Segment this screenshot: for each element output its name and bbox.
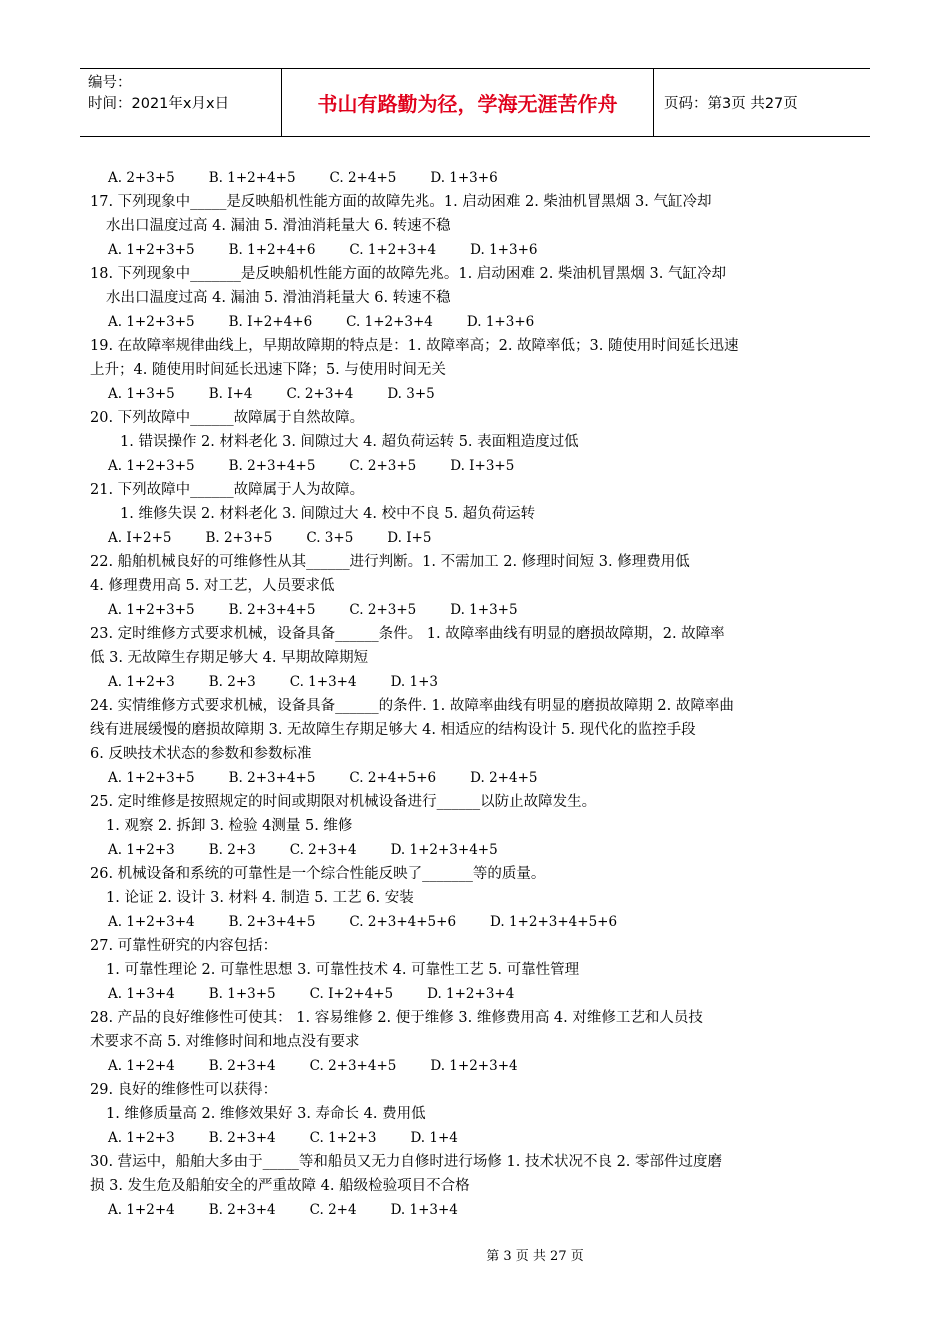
question-line-continued: 水出口温度过高 4. 漏油 5. 滑油消耗量大 6. 转速不稳 bbox=[106, 290, 451, 306]
answer-option: C. 2+3+5 bbox=[349, 458, 417, 474]
answer-option: C. 2+3+5 bbox=[349, 602, 417, 618]
answer-option: B. 1+2+4+6 bbox=[228, 242, 316, 258]
answer-option: D. 1+2+3+4+5 bbox=[390, 842, 498, 858]
question-line: 线有进展缓慢的磨损故障期 3. 无故障生存期足够大 4. 相适应的结构设计 5. 现代化的监控手段 bbox=[90, 722, 696, 738]
answer-options bbox=[90, 238, 865, 262]
time-label: 时间：2021年x月x日 bbox=[88, 96, 230, 112]
question-line: 30. 营运中，船舶大多由于_____等和船员又无力自修时进行场修 1. 技术状况不良 2. 零部件过度磨 bbox=[90, 1154, 723, 1170]
answer-option: C. 2+3+4+5 bbox=[309, 1058, 397, 1074]
question-line: 4. 修理费用高 5. 对工艺，人员要求低 bbox=[90, 578, 335, 594]
answer-option: C. 3+5 bbox=[306, 530, 354, 546]
answer-option: D. 1+4 bbox=[410, 1130, 458, 1146]
question-line: 25. 定时维修是按照规定的时间或期限对机械设备进行______以防止故障发生。 bbox=[90, 794, 597, 810]
answer-options bbox=[90, 1054, 865, 1078]
answer-option: A. 1+2+3+5 bbox=[108, 770, 195, 786]
answer-option: B. 2+3+4 bbox=[208, 1058, 276, 1074]
page-footer: 第 3 页 共 27 页 bbox=[486, 1249, 584, 1264]
answer-option: D. 1+2+3+4+5+6 bbox=[490, 914, 618, 930]
answer-option: C. 2+3+4 bbox=[289, 842, 357, 858]
question-line: 20. 下列故障中______故障属于自然故障。 bbox=[90, 410, 365, 426]
answer-options bbox=[90, 598, 865, 622]
answer-option: A. 1+2+3+5 bbox=[108, 314, 195, 330]
answer-option: B. 2+3+5 bbox=[205, 530, 273, 546]
question-line: 26. 机械设备和系统的可靠性是一个综合性能反映了_______等的质量。 bbox=[90, 866, 546, 882]
answer-option: C. 2+4+5 bbox=[329, 170, 397, 186]
question-line-continued: 水出口温度过高 4. 漏油 5. 滑油消耗量大 6. 转速不稳 bbox=[106, 218, 451, 234]
answer-options bbox=[90, 766, 865, 790]
question-line-continued: 1. 错误操作 2. 材料老化 3. 间隙过大 4. 超负荷运转 5. 表面粗造度过低 bbox=[120, 434, 579, 450]
answer-option: A. 1+3+4 bbox=[108, 986, 175, 1002]
answer-options bbox=[90, 910, 865, 934]
answer-option: A. I+2+5 bbox=[108, 530, 172, 546]
answer-option: D. 1+3 bbox=[390, 674, 438, 690]
answer-option: A. 1+2+4 bbox=[108, 1202, 175, 1218]
answer-options bbox=[90, 166, 865, 190]
answer-options bbox=[90, 382, 865, 406]
answer-option: D. I+5 bbox=[387, 530, 432, 546]
question-line: 21. 下列故障中______故障属于人为故障。 bbox=[90, 482, 365, 498]
question-line: 术要求不高 5. 对维修时间和地点没有要求 bbox=[90, 1034, 360, 1050]
answer-option: C. 1+2+3+4 bbox=[346, 314, 433, 330]
answer-option: B. I+4 bbox=[208, 386, 253, 402]
question-line-continued: 1. 论证 2. 设计 3. 材料 4. 制造 5. 工艺 6. 安装 bbox=[106, 890, 414, 906]
answer-options bbox=[90, 526, 865, 550]
answer-options bbox=[90, 982, 865, 1006]
answer-option: A. 1+2+3 bbox=[108, 1130, 175, 1146]
answer-options bbox=[90, 838, 865, 862]
answer-options bbox=[90, 1126, 865, 1150]
answer-option: B. 2+3+4+5 bbox=[228, 602, 316, 618]
question-line: 22. 船舶机械良好的可维修性从其______进行判断。1. 不需加工 2. 修理时间短 3. 修理费用低 bbox=[90, 554, 690, 570]
motto: 书山有路勤为径，学海无涯苦作舟 bbox=[282, 69, 654, 136]
answer-option: D. 1+3+4 bbox=[390, 1202, 458, 1218]
answer-option: C. I+2+4+5 bbox=[309, 986, 394, 1002]
answer-option: B. 2+3 bbox=[208, 674, 256, 690]
answer-option: C. 2+4+5+6 bbox=[349, 770, 437, 786]
answer-option: A. 1+2+3+5 bbox=[108, 242, 195, 258]
question-line: 损 3. 发生危及船舶安全的严重故障 4. 船级检验项目不合格 bbox=[90, 1178, 470, 1194]
answer-option: A. 1+3+5 bbox=[108, 386, 175, 402]
answer-option: D. 3+5 bbox=[387, 386, 435, 402]
answer-option: C. 1+2+3 bbox=[309, 1130, 377, 1146]
question-line-continued: 1. 维修失误 2. 材料老化 3. 间隙过大 4. 校中不良 5. 超负荷运转 bbox=[120, 506, 536, 522]
answer-option: D. 1+3+6 bbox=[430, 170, 498, 186]
question-line: 29. 良好的维修性可以获得： bbox=[90, 1082, 278, 1098]
answer-option: D. 1+3+6 bbox=[470, 242, 538, 258]
answer-options bbox=[90, 310, 865, 334]
answer-option: C. 1+3+4 bbox=[289, 674, 357, 690]
question-line: 18. 下列现象中_______是反映船机性能方面的故障先兆。1. 启动困难 2. 柴油机冒黑烟 3. 气缸冷却 bbox=[90, 266, 726, 282]
question-line: 28. 产品的良好维修性可使其： 1. 容易维修 2. 便于维修 3. 维修费用高 4. 对维修工艺和人员技 bbox=[90, 1010, 703, 1026]
answer-option: B. 1+3+5 bbox=[208, 986, 276, 1002]
question-line-continued: 1. 维修质量高 2. 维修效果好 3. 寿命长 4. 费用低 bbox=[106, 1106, 426, 1122]
question-line: 23. 定时维修方式要求机械，设备具备______条件。 1. 故障率曲线有明显的磨损故障期，2. 故障率 bbox=[90, 626, 725, 642]
answer-option: A. 1+2+3 bbox=[108, 842, 175, 858]
answer-option: D. 1+2+3+4 bbox=[427, 986, 515, 1002]
answer-option: B. 2+3+4 bbox=[208, 1130, 276, 1146]
answer-option: D. 1+3+5 bbox=[450, 602, 518, 618]
question-line-continued: 1. 观察 2. 拆卸 3. 检验 4测量 5. 维修 bbox=[106, 818, 353, 834]
answer-option: D. I+3+5 bbox=[450, 458, 515, 474]
answer-option: A. 1+2+3+5 bbox=[108, 602, 195, 618]
question-line-continued: 1. 可靠性理论 2. 可靠性思想 3. 可靠性技术 4. 可靠性工艺 5. 可靠性管理 bbox=[106, 962, 580, 978]
answer-options bbox=[90, 670, 865, 694]
answer-options bbox=[90, 1198, 865, 1222]
answer-option: C. 2+4 bbox=[309, 1202, 357, 1218]
answer-option: D. 1+2+3+4 bbox=[430, 1058, 518, 1074]
answer-option: C. 2+3+4+5+6 bbox=[349, 914, 457, 930]
answer-option: A. 1+2+3+5 bbox=[108, 458, 195, 474]
answer-option: A. 1+2+4 bbox=[108, 1058, 175, 1074]
header-left-cell bbox=[80, 69, 282, 136]
question-line: 19. 在故障率规律曲线上，早期故障期的特点是：1. 故障率高；2. 故障率低；3. 随使用时间延长迅速 bbox=[90, 338, 739, 354]
answer-options bbox=[90, 454, 865, 478]
question-line: 上升；4. 随使用时间延长迅速下降；5. 与使用时间无关 bbox=[90, 362, 446, 378]
answer-option: D. 1+3+6 bbox=[466, 314, 535, 330]
question-list bbox=[90, 166, 865, 1222]
question-line: 6. 反映技术状态的参数和参数标准 bbox=[90, 746, 312, 762]
answer-option: B. 2+3 bbox=[208, 842, 256, 858]
answer-option: C. 2+3+4 bbox=[286, 386, 354, 402]
question-line: 低 3. 无故障生存期足够大 4. 早期故障期短 bbox=[90, 650, 369, 666]
answer-option: D. 2+4+5 bbox=[470, 770, 538, 786]
header-table bbox=[80, 68, 870, 137]
question-line: 17. 下列现象中_____是反映船机性能方面的故障先兆。1. 启动困难 2. 柴油机冒黑烟 3. 气缸冷却 bbox=[90, 194, 712, 210]
page-label: 页码：第3页 共27页 bbox=[664, 96, 798, 112]
answer-option: B. I+2+4+6 bbox=[228, 314, 313, 330]
answer-option: B. 2+3+4+5 bbox=[228, 770, 316, 786]
number-label: 编号： bbox=[88, 75, 132, 91]
answer-option: B. 2+3+4+5 bbox=[228, 914, 316, 930]
answer-option: A. 2+3+5 bbox=[108, 170, 175, 186]
answer-option: B. 1+2+4+5 bbox=[208, 170, 296, 186]
answer-option: A. 1+2+3+4 bbox=[108, 914, 195, 930]
answer-option: C. 1+2+3+4 bbox=[349, 242, 437, 258]
question-line: 27. 可靠性研究的内容包括： bbox=[90, 938, 278, 954]
answer-option: A. 1+2+3 bbox=[108, 674, 175, 690]
question-line: 24. 实情维修方式要求机械，设备具备______的条件. 1. 故障率曲线有明显的磨损故障期 2. 故障率曲 bbox=[90, 698, 734, 714]
answer-option: B. 2+3+4+5 bbox=[228, 458, 316, 474]
answer-option: B. 2+3+4 bbox=[208, 1202, 276, 1218]
